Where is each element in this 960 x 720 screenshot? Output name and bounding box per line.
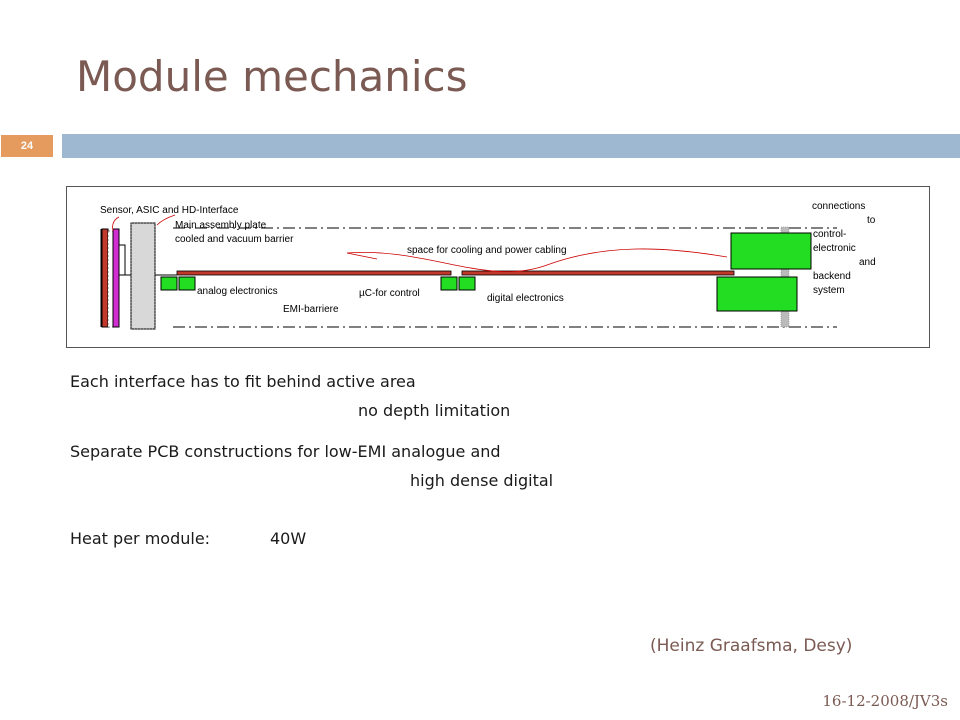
analog-chip-2	[179, 277, 195, 290]
heat-value: 40W	[270, 529, 307, 548]
analog-chip-1	[161, 277, 177, 290]
backend-board-lower	[717, 277, 797, 311]
bullet-1-line-2: no depth limitation	[358, 401, 511, 420]
label-plate-1: Main assembly plate	[175, 220, 267, 231]
slide-title: Module mechanics	[76, 52, 468, 101]
label-conn-5: and	[859, 257, 876, 268]
label-sensor: Sensor, ASIC and HD-Interface	[100, 205, 239, 216]
label-conn-1: connections	[812, 201, 866, 212]
sensor-layer	[102, 229, 108, 327]
module-diagram	[66, 186, 930, 348]
label-plate-2: cooled and vacuum barrier	[175, 234, 294, 245]
asic-layer	[108, 231, 113, 327]
header-bar	[62, 134, 960, 158]
label-conn-2: to	[867, 215, 876, 226]
footer-text: 16-12-2008/JV3s	[822, 692, 948, 710]
backend-board-upper	[731, 233, 811, 269]
label-conn-6: backend	[813, 271, 851, 282]
label-analog: analog electronics	[197, 286, 278, 297]
label-conn-7: system	[813, 285, 845, 296]
bullet-1-line-1: Each interface has to fit behind active area	[70, 372, 416, 391]
heat-label: Heat per module:	[70, 529, 211, 548]
uc-chip-1	[441, 277, 457, 290]
label-digital: digital electronics	[487, 293, 564, 304]
analog-pcb	[177, 271, 451, 275]
bullet-2-line-2: high dense digital	[410, 471, 554, 490]
label-conn-3: control-	[813, 229, 847, 240]
label-conn-4: electronic	[813, 243, 856, 254]
module-diagram-svg	[67, 187, 929, 347]
credit-text: (Heinz Graafsma, Desy)	[650, 636, 853, 656]
uc-chip-2	[459, 277, 475, 290]
label-uc: µC-for control	[359, 288, 420, 299]
slide-number-badge: 24	[0, 134, 54, 158]
bullet-2-line-1: Separate PCB constructions for low-EMI analogue and	[70, 442, 501, 461]
label-emi: EMI-barriere	[283, 304, 339, 315]
main-assembly-plate	[131, 223, 155, 329]
hd-interface-layer	[113, 229, 119, 327]
label-space: space for cooling and power cabling	[407, 245, 567, 256]
